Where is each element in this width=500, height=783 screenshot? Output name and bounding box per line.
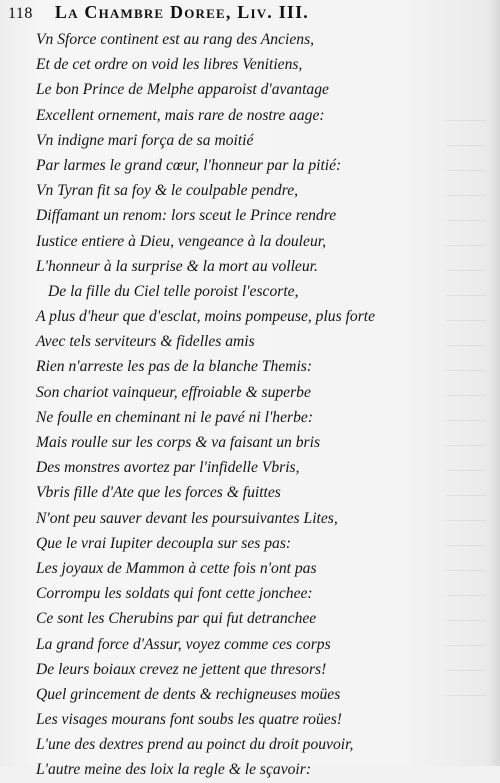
verse-line: Quel grincement de dents & rechigneuses moües (36, 685, 341, 703)
verse-line: N'ont peu sauver devant les poursuivantes Lites, (36, 509, 338, 527)
verse-line: Vn indigne mari força de sa moitié (36, 131, 254, 149)
verse-line: Mais roulle sur les corps & va faisant un bris (36, 434, 321, 451)
verse-line: Par larmes le grand cœur, l'honneur par la pitié: (36, 156, 342, 174)
verse-line: Vn Tyran fit sa foy & le coulpable pendre, (36, 182, 299, 200)
verse-line: L'honneur à la surprise & la mort au volleur. (36, 257, 318, 275)
verse-line: Les visages mourans font soubs les quatre roües! (36, 711, 342, 729)
verse-line: Ne foulle en cheminant ni le pavé ni l'herbe: (36, 408, 314, 426)
verse-line: Iustice entiere à Dieu, vengeance à la douleur, (36, 232, 326, 250)
verse-line: Et de cet ordre on void les libres Venitiens, (36, 56, 303, 74)
verse-line: Corrompu les soldats qui font cette jonchee: (36, 585, 313, 603)
page-header (8, 2, 428, 28)
running-title: La Chambre Doree, Liv. III. (54, 2, 310, 22)
poem-text (36, 27, 456, 783)
verse-line: Excellent ornement, mais rare de nostre aage: (36, 106, 325, 124)
verse-line: Avec tels serviteurs & fidelles amis (36, 333, 255, 351)
verse-line: Son chariot vainqueur, effroiable & superbe (36, 383, 311, 401)
verse-line: Des monstres avortez par l'infidelle Vbris, (36, 459, 300, 477)
verse-line: De la fille du Ciel telle poroist l'escorte, (48, 282, 299, 300)
verse-line: Que le vrai Iupiter decoupla sur ses pas: (36, 534, 292, 552)
verse-line: Le bon Prince de Melphe apparoist d'avantage (36, 81, 329, 99)
verse-line: Vn Sforce continent est au rang des Anciens, (36, 31, 315, 48)
verse-line: Ce sont les Cherubins par qui fut detranchee (36, 610, 317, 628)
verse-line: De leurs boiaux crevez ne jettent que thresors! (36, 660, 327, 678)
verse-line: L'une des dextres prend au poinct du droit pouvoir, (36, 736, 354, 754)
verse-line: Vbris fille d'Ate que les forces & fuittes (36, 484, 281, 502)
verse-line: Diffamant un renom: lors sceut le Prince rendre (36, 207, 337, 225)
verse-line: A plus d'heur que d'esclat, moins pompeuse, plus forte (36, 308, 376, 326)
verse-line: La grand force d'Assur, voyez comme ces corps (36, 635, 331, 653)
page-edge-shadow (488, 0, 500, 766)
verse-line: Les joyaux de Mammon à cette fois n'ont pas (36, 559, 317, 577)
verse-line: L'autre meine des loix la regle & le sçavoir: (36, 761, 312, 779)
verse-line: Rien n'arreste les pas de la blanche Themis: (36, 358, 313, 376)
page-number: 118 (8, 5, 33, 22)
